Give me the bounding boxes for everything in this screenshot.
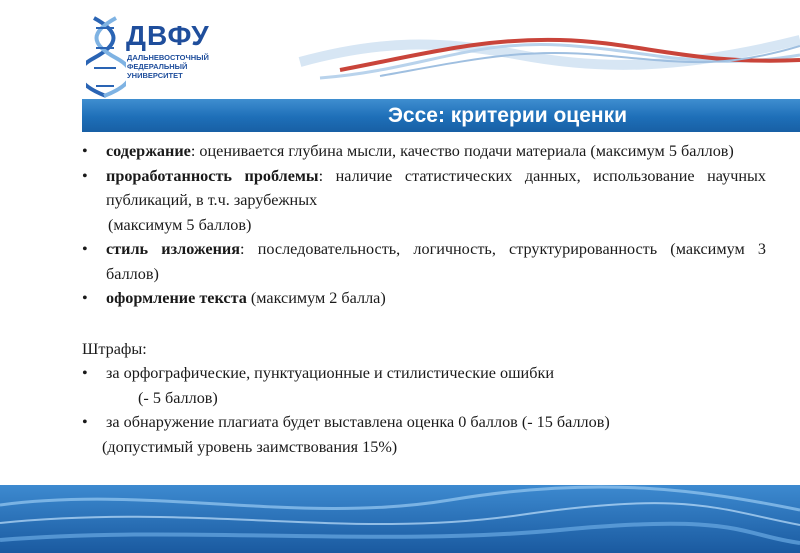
title-bar bbox=[82, 99, 800, 132]
penalty-note: (допустимый уровень заимствования 15%) bbox=[102, 437, 398, 456]
logo-line-2: ФЕДЕРАЛЬНЫЙ bbox=[127, 62, 188, 71]
spacer bbox=[82, 311, 766, 337]
helix-icon bbox=[86, 16, 126, 98]
decorative-waves-bottom bbox=[0, 485, 800, 553]
criterion-item bbox=[82, 139, 766, 164]
criterion-item bbox=[82, 164, 766, 213]
logo-abbreviation: ДВФУ bbox=[126, 20, 210, 51]
criterion-sep: : bbox=[318, 166, 324, 185]
bullet-icon: • bbox=[82, 166, 88, 185]
slide-title: Эссе: критерии оценки bbox=[387, 104, 627, 127]
slide-content bbox=[82, 139, 766, 459]
criterion-item bbox=[82, 237, 766, 286]
criterion-extra: (максимум 5 баллов) bbox=[108, 215, 252, 234]
logo-line-3: УНИВЕРСИТЕТ bbox=[127, 71, 183, 80]
criterion-sep: : bbox=[240, 240, 245, 258]
bullet-icon: • bbox=[82, 142, 88, 160]
penalty-item bbox=[82, 410, 766, 435]
criterion-text: оценивается глубина мысли, качество подачи материала (максимум 5 баллов) bbox=[195, 142, 734, 160]
bullet-icon: • bbox=[82, 364, 88, 382]
criterion-term: содержание bbox=[106, 142, 191, 160]
logo-line-1: ДАЛЬНЕВОСТОЧНЫЙ bbox=[127, 53, 209, 62]
penalty-extra: (- 5 баллов) bbox=[138, 388, 218, 407]
bullet-icon: • bbox=[82, 289, 88, 307]
criterion-sep: : bbox=[190, 142, 196, 160]
penalty-text: за орфографические, пунктуационные и стилистические ошибки bbox=[106, 364, 554, 382]
penalty-text: за обнаружение плагиата будет выставлена оценка 0 баллов (- 15 баллов) bbox=[106, 413, 610, 431]
penalty-item bbox=[82, 361, 766, 386]
bullet-icon: • bbox=[82, 413, 88, 431]
criterion-text: последовательность, логичность, структурированность (максимум 3 баллов) bbox=[106, 240, 766, 283]
logo-fullname bbox=[127, 53, 217, 80]
criterion-term: проработанность проблемы bbox=[106, 166, 319, 185]
criterion-term: оформление текста bbox=[106, 289, 247, 307]
criterion-text: (максимум 2 балла) bbox=[246, 289, 386, 307]
penalties-heading: Штрафы: bbox=[82, 339, 147, 358]
criterion-item bbox=[82, 286, 766, 311]
bullet-icon: • bbox=[82, 240, 88, 258]
criterion-term: стиль изложения bbox=[106, 240, 241, 258]
criterion-text: наличие статистических данных, использование научных публикаций, в т.ч. зарубежных bbox=[106, 166, 766, 209]
university-logo bbox=[86, 16, 226, 98]
